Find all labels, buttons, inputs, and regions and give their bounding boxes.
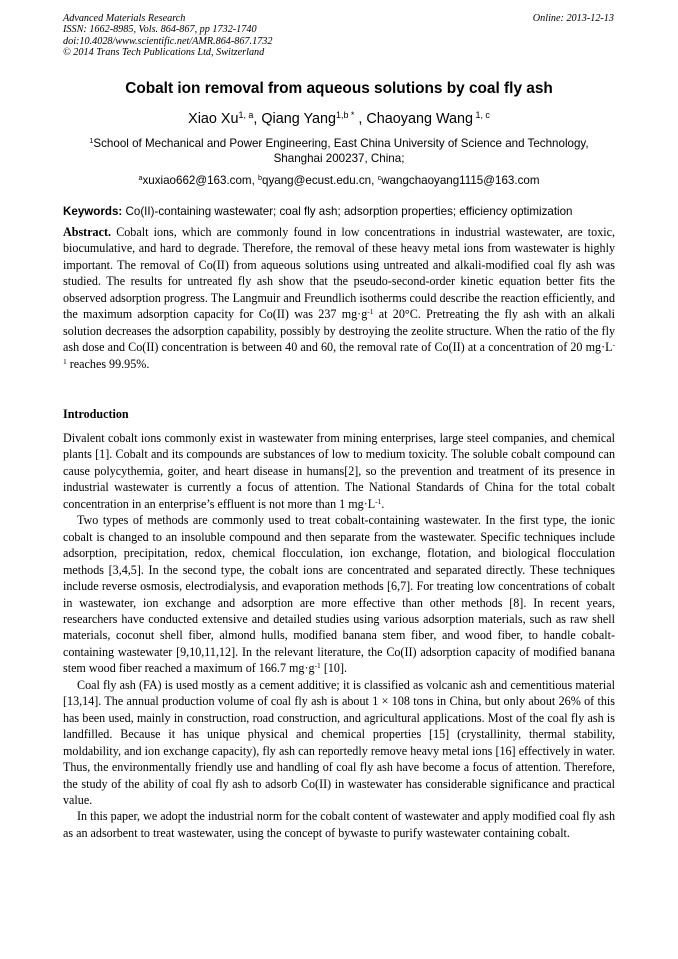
affiliation-text: School of Mechanical and Power Engineering, East China University of Science and Technology, Shanghai 200237, China; — [93, 137, 589, 166]
unit-exponent: -1 — [375, 496, 382, 506]
email-mark: c — [377, 173, 382, 183]
abstract — [63, 224, 615, 372]
author-separator: , — [354, 111, 367, 127]
paragraph-text: [10]. — [320, 661, 348, 676]
abstract-text: Cobalt ions, which are commonly found in low concentrations in industrial wastewater, are toxic, biocumulative, and hard to degrade. Therefore, the removal of these heavy metal ions from wastewater is highly important. The removal of Co(II) from aqueous solutions using untreated and alkali-modified coal fly ash was studied. The results for untreated fly ash show that the pseudo-second-order kinetic equation better fits the observed adsorption progress. The Langmuir and Freundlich isotherms could describe the reaction efficiently, and the maximum adsorption capacity for Co(II) was 237 mg·g — [63, 225, 615, 322]
author-name: Qiang Yang — [261, 111, 337, 127]
issn-line: ISSN: 1662-8985, Vols. 864-867, pp 1732-1740 — [63, 24, 257, 36]
author-separator: , — [253, 111, 262, 127]
email-address[interactable]: qyang@ecust.edu.cn — [262, 174, 372, 187]
keywords-line — [63, 205, 619, 219]
abstract-text: at 20°C. Pretreating the fly ash with an alkali solution decreases the adsorption capability, possibly by destroying the zeolite structure. When the ratio of the fly ash dose and Co(II) concentration is between 40 and 60, the removal rate of Co(II) at a concentration of 20 mg·L — [63, 307, 615, 355]
paragraph-text: Two types of methods are commonly used to treat cobalt-containing wastewater. In the first type, the ionic cobalt is changed to an insoluble compound and then separate from the wastewater. Specific techniques include adsorption, precipitation, redox, chemical flocculation, ion exchange, flotation, and biological flocculation methods [3,4,5]. In the second type, the cobalt ions are concentrated and separated directly. These techniques include reverse osmosis, electrodialysis, and evaporation methods [6,7]. For treating low concentrations of cobalt in wastewater, ion exchange and adsorption are more effective than other methods [8]. In recent years, researchers have conducted extensive and detailed studies using various adsorption materials, such as raw shell materials, coconut shell fiber, almond hulls, modified banana stem fiber, and wood fiber, to handle cobalt-containing wastewater [9,10,11,12]. In the relevant literature, the Co(II) adsorption capacity of modified banana stem wood fiber reached a maximum of 166.7 mg·g — [63, 513, 615, 676]
author-name: Chaoyang Wang — [366, 111, 474, 127]
section-heading-introduction: Introduction — [63, 407, 129, 421]
paper-title: Cobalt ion removal from aqueous solutions by coal fly ash — [125, 80, 553, 97]
email-mark: b — [258, 173, 263, 183]
email-mark: a — [138, 173, 143, 183]
paragraph — [63, 430, 615, 512]
keywords-label: Keywords: — [63, 205, 123, 218]
paragraph-text: Divalent cobalt ions commonly exist in wastewater from mining enterprises, large steel companies, and chemical plants [1]. Cobalt and its compounds are substances of low to medium toxicity. The soluble cobalt compound can cause polycythemia, goiter, and heart disease in humans[2], so the prevention and treatment of its presence in industrial wastewater is currently a focus of attention. The National Standards of China for the total cobalt concentration in an enterprise’s effluent is not more than 1 mg·L — [63, 431, 615, 511]
keywords-text: Co(II)-containing wastewater; coal fly ash; adsorption properties; efficiency optimization — [122, 205, 573, 218]
unit-exponent: -1 — [367, 307, 374, 317]
author-name: Xiao Xu — [188, 111, 239, 127]
email-separator: , — [371, 174, 378, 187]
unit-exponent: -1 — [314, 661, 321, 671]
email-list — [0, 174, 678, 187]
author-list — [0, 111, 678, 127]
paragraph — [63, 512, 615, 677]
affiliation-mark: 1 — [89, 136, 94, 146]
copyright-line: © 2014 Trans Tech Publications Ltd, Switzerland — [63, 46, 265, 58]
email-address[interactable]: xuxiao662@163.com — [142, 174, 252, 187]
introduction-body — [63, 430, 615, 841]
journal-name: Advanced Materials Research — [63, 13, 186, 24]
paragraph: Coal fly ash (FA) is used mostly as a cement additive; it is classified as volcanic ash and cementitious material [13,14]. The annual production volume of coal fly ash is about 1 × 108 tons in China, but only about 26% of this has been used, mainly in construction, road construction, and agricultural applications. Most of the coal fly ash is landfilled. Because it has unique physical and chemical properties [15] (crystallinity, thermal stability, moldability, and ion exchange capacity), fly ash can reportedly remove heavy metal ions [16] effectively in water. Thus, the environmentally friendly use and handling of coal fly ash have become a focus of attention. Therefore, the study of the ability of coal fly ash to adsorb Co(II) in wastewater has considerable significance and practical value. — [63, 677, 615, 807]
author-affil-mark: 1, a — [238, 110, 254, 121]
online-date: Online: 2013-12-13 — [532, 13, 614, 24]
affiliation — [80, 136, 598, 166]
email-separator: , — [251, 174, 259, 187]
journal-header — [63, 13, 272, 58]
author-affil-mark: 1,b * — [336, 110, 355, 121]
author-affil-mark: 1, c — [473, 110, 490, 121]
doi-line[interactable]: doi:10.4028/www.scientific.net/AMR.864-867.1732 — [63, 35, 273, 47]
unit-exponent: -1 — [63, 340, 615, 366]
paragraph: In this paper, we adopt the industrial norm for the cobalt content of wastewater and apply modified coal fly ash as an adsorbent to treat wastewater, using the concept of bywaste to purify wastewater containing cobalt. — [63, 809, 615, 840]
paragraph-text: . — [381, 496, 385, 511]
abstract-label: Abstract. — [63, 225, 112, 239]
abstract-text: reaches 99.95%. — [66, 356, 150, 371]
email-address[interactable]: wangchaoyang1115@163.com — [381, 174, 540, 187]
